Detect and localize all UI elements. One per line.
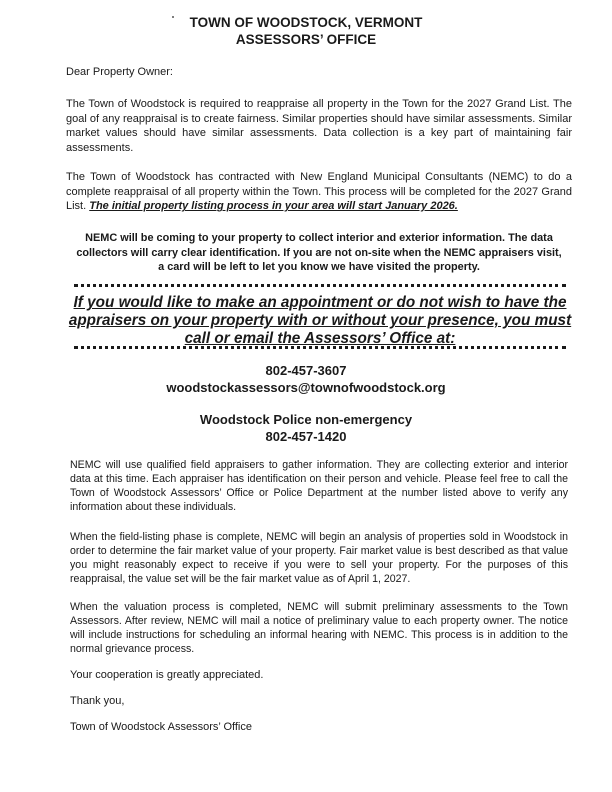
contract-text: The Town of Woodstock has contracted with New England Municipal Consultants (NEMC) to do a complete reappraisal of all property within the Town. This process will be completed for the 2027 Grand List.: [66, 171, 572, 213]
assessors-email[interactable]: woodstockassessors@townofwoodstock.org: [166, 380, 446, 395]
assessors-phone[interactable]: 802-457-3607: [265, 363, 347, 378]
cooperation-line: Your cooperation is greatly appreciated.: [70, 669, 264, 681]
appointment-callout: If you would like to make an appointment or do not wish to have the appraisers on your property with or without your presence, you must call or email the Assessors’ Office at:: [68, 294, 572, 347]
signature-line: Town of Woodstock Assessors’ Office: [70, 721, 252, 733]
paragraph-field-appraisers: NEMC will use qualified field appraisers to gather information. They are collecting exterior and interior data at this time. Each appraiser has identification on their person and vehicle. Please feel free to call the Town of Woodstock Assessors’ Office or Police Department at the number listed above to verify any information about these individuals.: [70, 459, 568, 513]
letterhead-town: TOWN OF WOODSTOCK, VERMONT: [189, 15, 423, 30]
police-label: Woodstock Police non-emergency: [199, 412, 413, 427]
paragraph-nemc-contract: [66, 170, 572, 214]
greeting: Dear Property Owner:: [66, 66, 173, 78]
paragraph-reappraisal: The Town of Woodstock is required to reappraise all property in the Town for the 2027 Grand List. The goal of any reappraisal is to create fairness. Similar properties should have similar assessments. Similar market values should have similar assessments. Data collection is a key part of maintaining fair assessments.: [66, 98, 572, 154]
paragraph-market-value: When the field-listing phase is complete, NEMC will begin an analysis of properties sold in Woodstock in order to determine the fair market value of your property. Fair market value is best described as that value you might reasonably expect to receive if you were to sell your property. For the purposes of this reappraisal, the value set will be the fair market value as of April 1, 2027.: [70, 531, 568, 585]
data-collection-notice: NEMC will be coming to your property to collect interior and exterior information. The data collectors will carry clear identification. If you are not on-site when the NEMC appraisers visit, a card will be left to let you know we have visited the property.: [76, 232, 562, 274]
letterhead: [0, 14, 612, 48]
police-contact: [0, 411, 612, 445]
closing-line: Thank you,: [70, 695, 125, 707]
letterhead-office: ASSESSORS’ OFFICE: [235, 32, 377, 47]
police-phone[interactable]: 802-457-1420: [265, 429, 347, 444]
assessors-contact: [0, 362, 612, 396]
paragraph-valuation: When the valuation process is completed, NEMC will submit preliminary assessments to the Town Assessors. After review, NEMC will mail a notice of preliminary value to each property owner. The notice will include instructions for scheduling an informal hearing with NEMC. This process is in addition to the normal grievance process.: [70, 601, 568, 655]
dotted-rule-bottom: [74, 346, 566, 349]
listing-start-notice: The initial property listing process in your area will start January 2026.: [89, 200, 458, 213]
dotted-rule-top: [74, 284, 566, 287]
